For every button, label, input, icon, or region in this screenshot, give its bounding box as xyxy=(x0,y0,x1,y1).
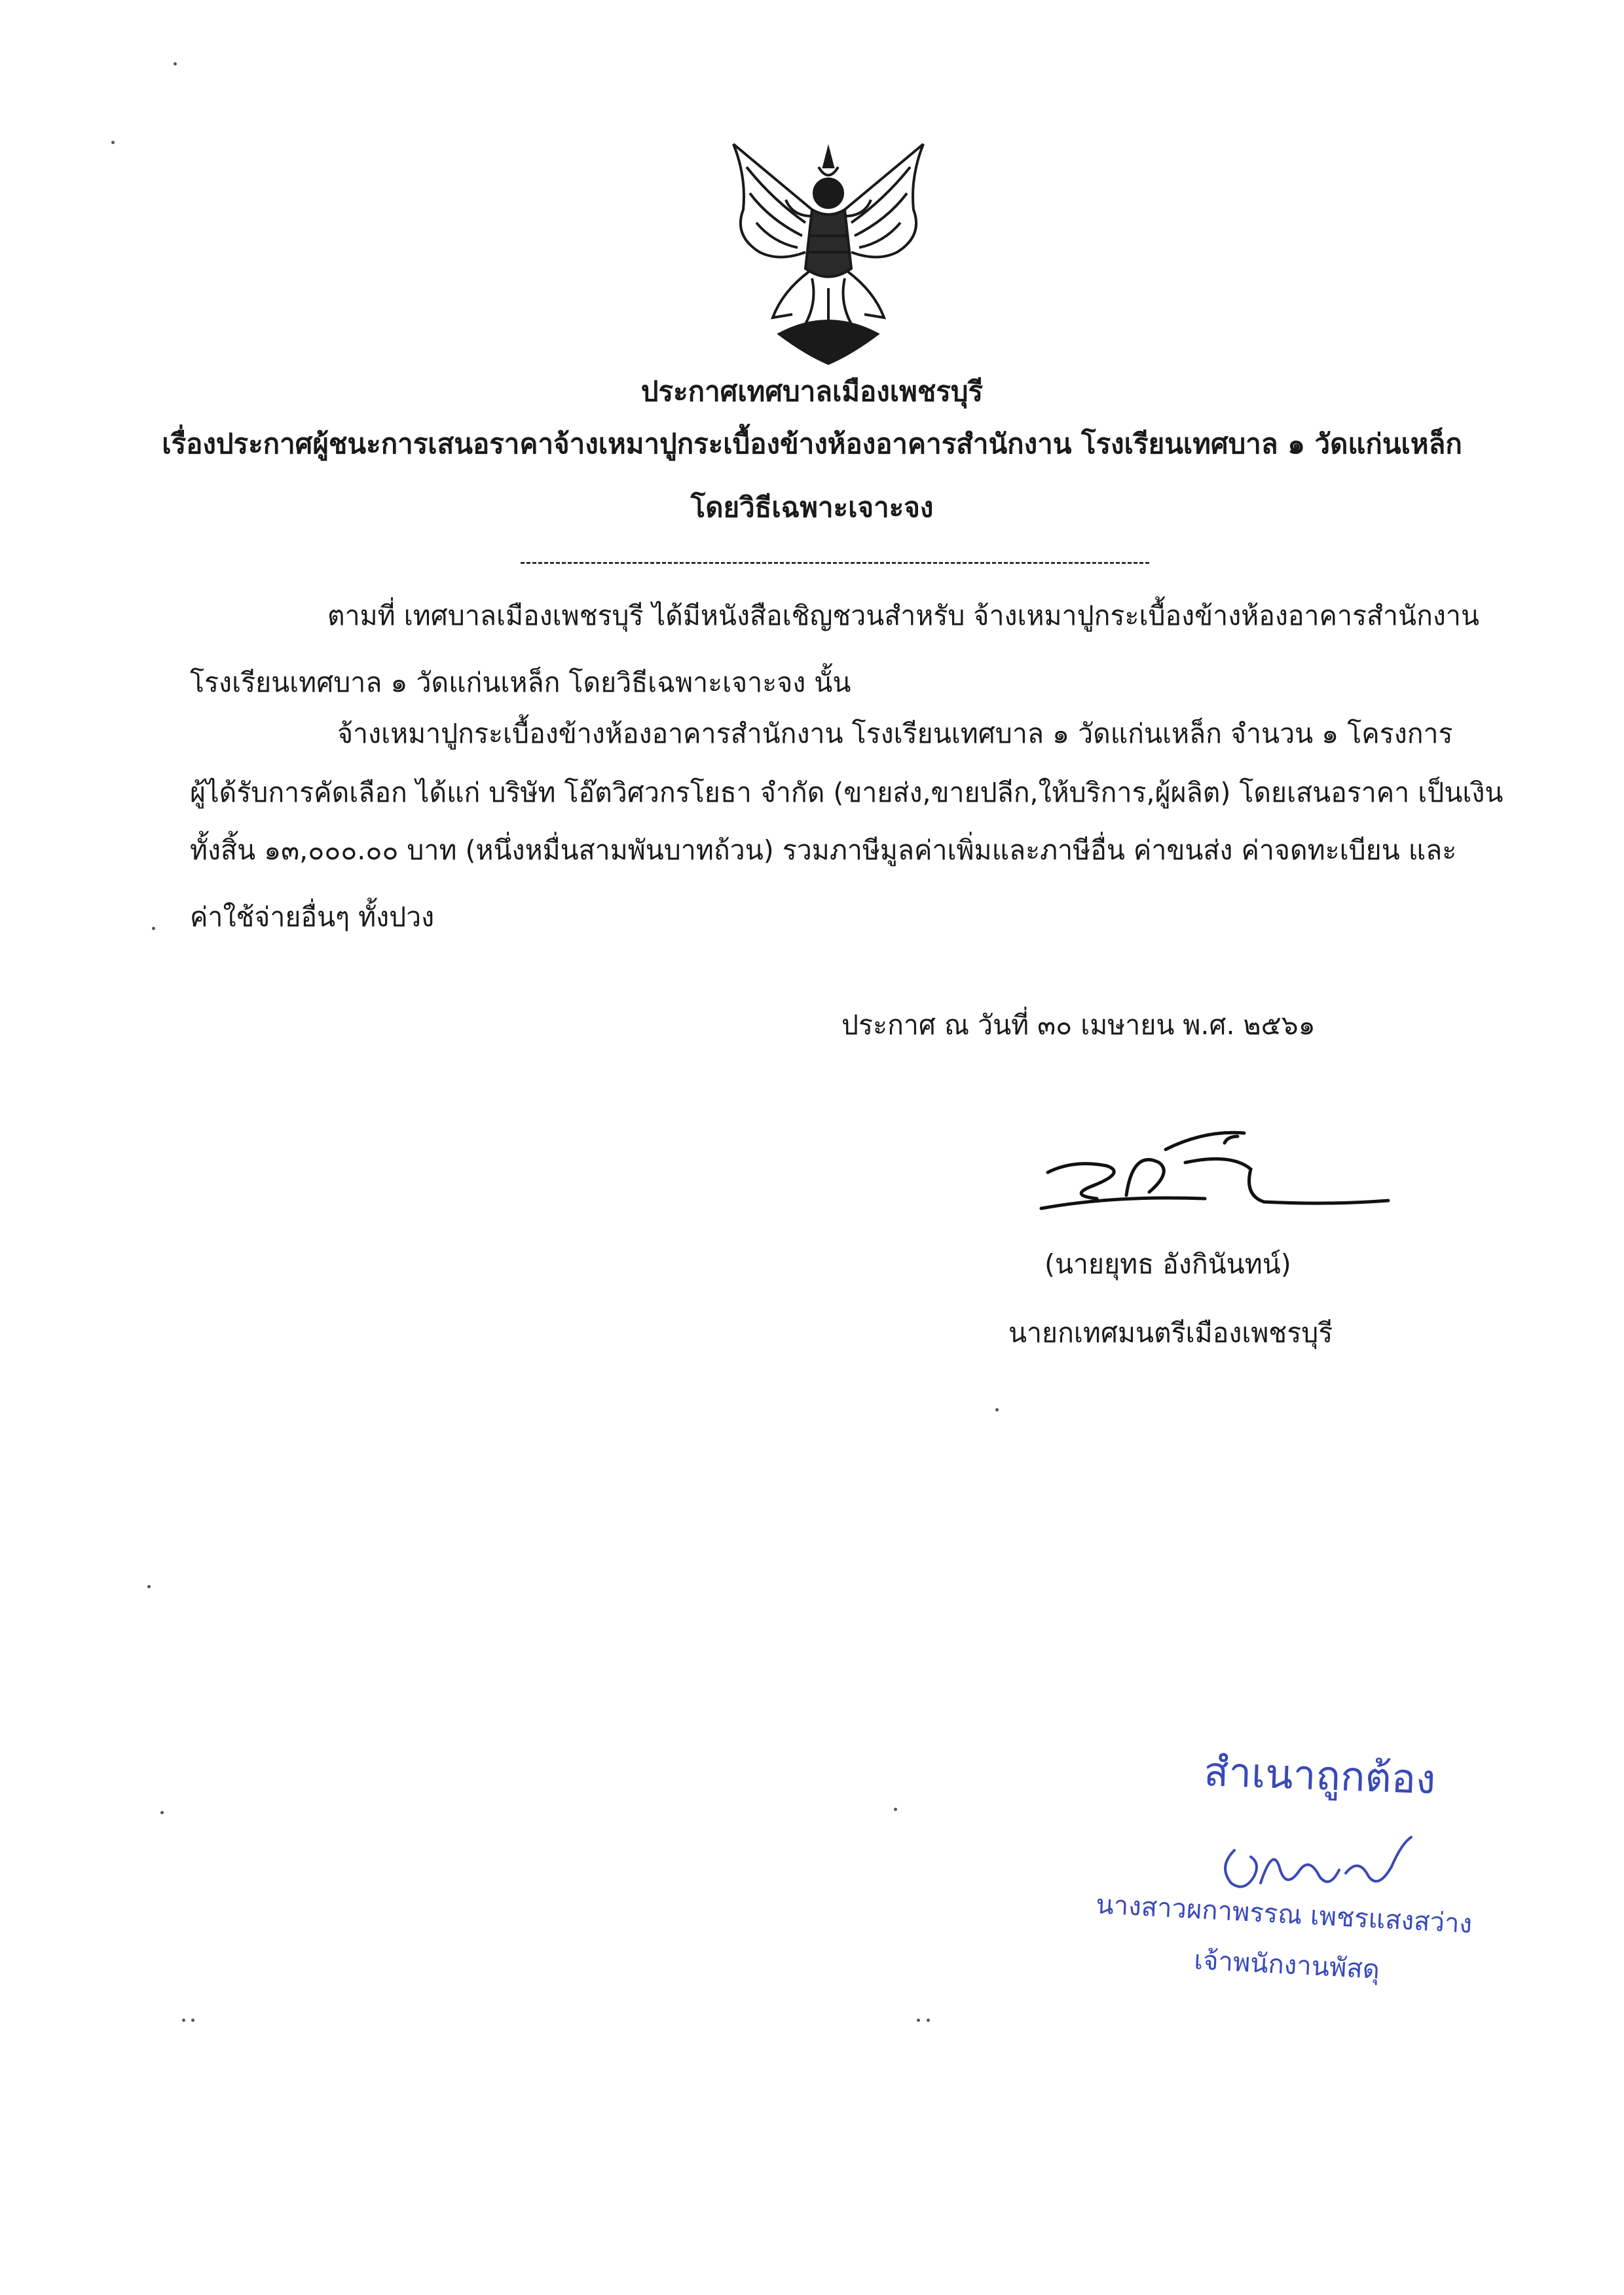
certifier-signature xyxy=(1215,1831,1431,1903)
certified-copy-stamp: สำเนาถูกต้อง xyxy=(1203,1747,1437,1804)
scan-speck xyxy=(927,2019,930,2022)
signer-name: (นายยุทธ อังกินันทน์) xyxy=(1044,1248,1291,1280)
subject-line-1: เรื่องประกาศผู้ชนะการเสนอราคาจ้างเหมาปูกระเบื้องข้างห้องอาคารสำนักงาน โรงเรียนเทศบาล ๑ วัดแก่นเหล็ก xyxy=(162,428,1462,460)
scan-speck xyxy=(191,2019,194,2022)
paragraph-2-line-1: จ้างเหมาปูกระเบื้องข้างห้องอาคารสำนักงาน โรงเรียนเทศบาล ๑ วัดแก่นเหล็ก จำนวน ๑ โครงการ xyxy=(337,718,1453,749)
scan-speck xyxy=(894,1808,897,1811)
signer-position: นายกเทศมนตรีเมืองเพชรบุรี xyxy=(1008,1317,1333,1349)
scan-speck xyxy=(917,2019,920,2022)
garuda-emblem-icon xyxy=(720,138,936,370)
paragraph-2-line-2: ผู้ได้รับการคัดเลือก ได้แก่ บริษัท โอ๊ตวิศวกรโยธา จำกัด (ขายส่ง,ขายปลีก,ให้บริการ,ผู้ผลิต) โดยเสนอราคา เป็นเงิน xyxy=(190,777,1504,808)
certifier-position: เจ้าพนักงานพัสดุ xyxy=(1193,1945,1380,1985)
scan-speck xyxy=(160,1811,164,1814)
paragraph-1-line-1: ตามที่ เทศบาลเมืองเพชรบุรี ได้มีหนังสือเชิญชวนสำหรับ จ้างเหมาปูกระเบื้องข้างห้องอาคารสำนักงาน xyxy=(327,600,1479,631)
announcement-date: ประกาศ ณ วันที่ ๓๐ เมษายน พ.ศ. ๒๕๖๑ xyxy=(841,1009,1316,1041)
scan-speck xyxy=(995,1408,999,1411)
scan-speck xyxy=(174,62,177,65)
certifier-name: นางสาวผกาพรรณ เพชรแสงสว่าง xyxy=(1095,1889,1473,1940)
paragraph-1-line-2: โรงเรียนเทศบาล ๑ วัดแก่นเหล็ก โดยวิธีเฉพาะเจาะจง นั้น xyxy=(190,667,851,698)
scan-speck xyxy=(111,141,115,144)
scan-speck xyxy=(182,2019,185,2022)
scan-speck xyxy=(152,927,155,930)
scan-speck xyxy=(147,1585,151,1588)
separator-line xyxy=(521,562,1149,564)
mayor-signature xyxy=(1035,1123,1401,1228)
paragraph-2-line-4: ค่าใช้จ่ายอื่นๆ ทั้งปวง xyxy=(190,901,435,933)
subject-line-2: โดยวิธีเฉพาะเจาะจง xyxy=(690,491,934,523)
paragraph-2-line-3: ทั้งสิ้น ๑๓,๐๐๐.๐๐ บาท (หนึ่งหมื่นสามพันบาทถ้วน) รวมภาษีมูลค่าเพิ่มและภาษีอื่น ค่าขนส่ง ค่าจดทะเบียน และ xyxy=(190,834,1457,866)
announcement-title: ประกาศเทศบาลเมืองเพชรบุรี xyxy=(640,375,984,407)
